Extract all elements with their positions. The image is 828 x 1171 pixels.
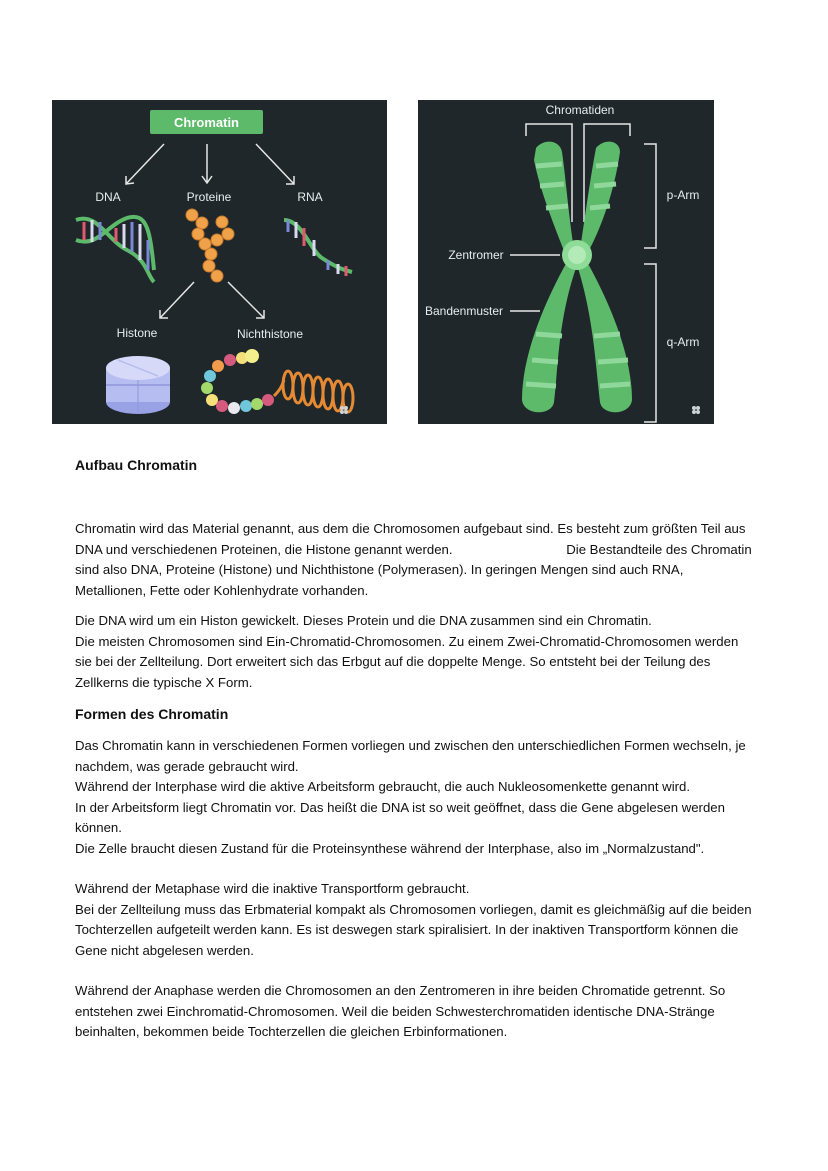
label-proteine: Proteine <box>186 190 232 204</box>
top-arrows <box>126 144 294 318</box>
paragraph: Die DNA wird um ein Histon gewickelt. Dieses Protein und die DNA zusammen sind ein Chromatin. <box>75 613 652 628</box>
formen-body <box>75 736 755 1043</box>
paragraph: Während der Anaphase werden die Chromosomen an den Zentromeren in ihre beiden Chromatide getrennt. So entstehen zwei Einchromatid-Chromosomen. Weil die beiden Schwesterchromatiden identische DNA-Stränge beinhalten, bekommen beide Tochterzellen die gleichen Erbinformationen. <box>75 983 726 1039</box>
label-chromatiden: Chromatiden <box>545 103 615 117</box>
label-bandenmuster: Bandenmuster <box>424 304 504 318</box>
heading-aufbau: Aufbau Chromatin <box>75 457 198 473</box>
expand-icon[interactable] <box>692 406 700 414</box>
histone-icon <box>106 356 170 414</box>
chromosome-icon <box>522 142 632 413</box>
label-zentromer: Zentromer <box>448 248 504 262</box>
protein-chain-icon <box>186 209 234 282</box>
paragraph: Während der Interphase wird die aktive Arbeitsform gebraucht, die auch Nukleosomenkette genannt wird. <box>75 779 691 794</box>
label-rna: RNA <box>297 190 323 204</box>
label-q-arm: q-Arm <box>666 335 700 349</box>
label-nichthistone: Nichthistone <box>236 327 304 341</box>
dna-helix-icon <box>76 217 154 282</box>
chromatin-title: Chromatin <box>174 115 239 130</box>
paragraph: Chromatin wird das Material genannt, aus dem die Chromosomen aufgebaut sind. Es besteht zum größten Teil aus DNA und verschiedenen Proteinen, die Histone genannt werden. Die Bestandteile des Chromatin sind also DNA, Proteine (Histone) und Nichthistone (Polymerasen). In geringen Mengen sind auch RNA, Metallionen, Fette oder Kohlenhydrate vorhanden. <box>75 521 752 598</box>
chromatin-diagram <box>52 100 387 424</box>
chromosome-diagram <box>418 100 714 424</box>
label-histone: Histone <box>116 326 158 340</box>
paragraph: Die Zelle braucht diesen Zustand für die Proteinsynthese während der Interphase, also im „Normalzustand". <box>75 840 705 856</box>
paragraph: In der Arbeitsform liegt Chromatin vor. Das heißt die DNA ist so weit geöffnet, dass die Gene abgelesen werden können. <box>75 799 725 835</box>
aufbau-body <box>75 519 755 693</box>
paragraph: Während der Metaphase wird die inaktive Transportform gebraucht. <box>75 881 470 896</box>
heading-formen: Formen des Chromatin <box>75 706 229 722</box>
paragraph: Das Chromatin kann in verschiedenen Formen vorliegen und zwischen den unterschiedlichen Formen wechseln, je nachdem, was gerade gebraucht wird. <box>75 738 746 774</box>
nichthistone-icon <box>201 349 353 414</box>
paragraph: Bei der Zellteilung muss das Erbmaterial kompakt als Chromosomen vorliegen, damit es gleichmäßig auf die beiden Tochterzellen aufgeteilt werden kann. Es ist deswegen stark spiralisiert. In der inaktiven Transportform können die Gene nicht abgelesen werden. <box>75 901 752 958</box>
label-dna: DNA <box>95 190 121 204</box>
label-p-arm: p-Arm <box>666 188 700 202</box>
rna-strand-icon <box>284 220 352 276</box>
paragraph: Die meisten Chromosomen sind Ein-Chromatid-Chromosomen. Zu einem Zwei-Chromatid-Chromosomen werden sie bei der Zellteilung. Dort erweitert sich das Erbgut auf die doppelte Menge. So entsteht bei der Teilung des Zellkerns die typische X Form. <box>75 633 739 690</box>
